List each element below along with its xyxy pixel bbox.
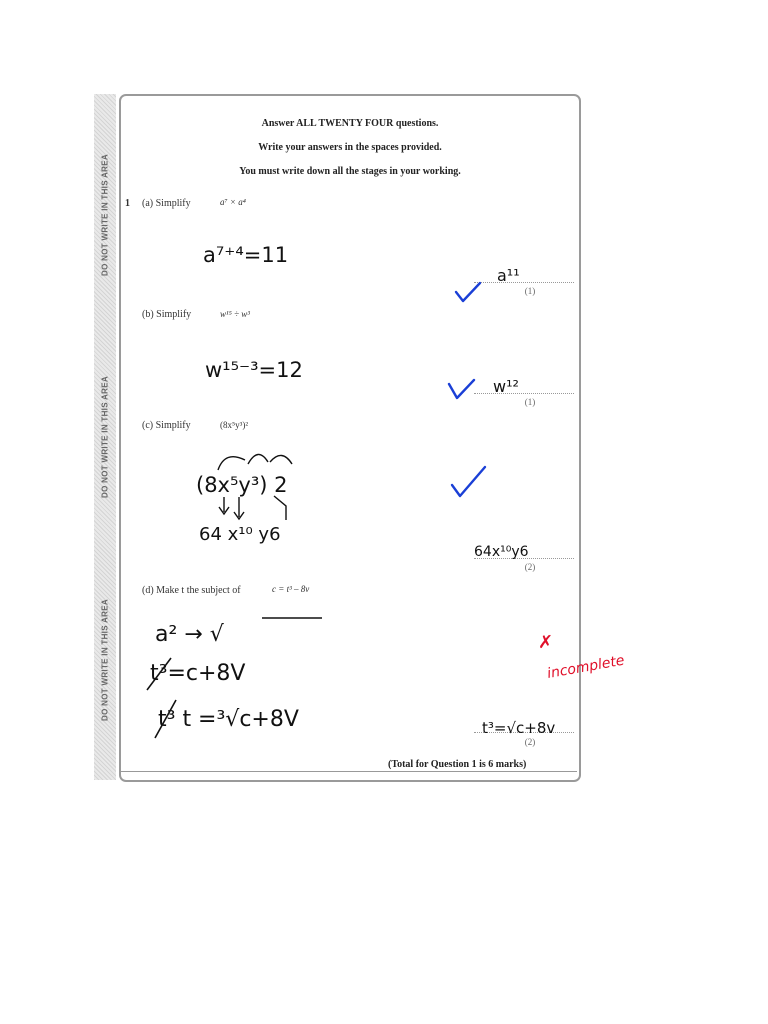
instruction-line-1: Answer ALL TWENTY FOUR questions. bbox=[261, 118, 439, 129]
part-c-marks: (2) bbox=[524, 562, 536, 572]
part-d-marks: (2) bbox=[524, 737, 536, 747]
margin-warning-text: DO NOT WRITE IN THIS AREA bbox=[100, 376, 110, 498]
part-d-label: (d) Make t the subject of bbox=[142, 585, 241, 596]
part-d-working-line-3: t³ t =³√c+8V bbox=[158, 707, 299, 732]
part-d-comment: incomplete bbox=[545, 652, 626, 682]
part-a-working: a⁷⁺⁴=11 bbox=[203, 243, 289, 267]
part-b-working: w¹⁵⁻³=12 bbox=[205, 358, 303, 382]
part-a-marks: (1) bbox=[524, 286, 536, 296]
part-d-working-line-1: a² → √ bbox=[155, 622, 224, 647]
part-d-cross-mark: ✗ bbox=[538, 632, 554, 653]
part-b-marks: (1) bbox=[524, 397, 536, 407]
part-d-expression: c = t³ – 8v bbox=[272, 584, 310, 594]
part-c-tick-icon bbox=[452, 467, 485, 496]
part-a-answer: a¹¹ bbox=[497, 266, 520, 285]
part-b-tick-icon bbox=[449, 380, 474, 398]
part-c-arrows-arcs-icon bbox=[218, 454, 292, 470]
instruction-line-2: Write your answers in the spaces provided. bbox=[258, 142, 442, 153]
part-b-expression: w¹⁵ ÷ w³ bbox=[220, 309, 250, 319]
part-c-expression: (8x⁵y³)² bbox=[220, 420, 249, 430]
question-number: 1 bbox=[125, 198, 130, 209]
part-c-down-arrows-icon bbox=[219, 496, 286, 520]
margin-warning-text: DO NOT WRITE IN THIS AREA bbox=[100, 599, 110, 721]
part-a-expression: a⁷ × a⁴ bbox=[220, 197, 246, 207]
part-a-label: (a) Simplify bbox=[142, 198, 191, 209]
part-d-answer: t³=√c+8v bbox=[482, 719, 556, 737]
part-c-working-line-2: 64 x¹⁰ y6 bbox=[199, 524, 281, 545]
part-d-working-line-2: t³=c+8V bbox=[150, 661, 246, 686]
question-total: (Total for Question 1 is 6 marks) bbox=[388, 759, 527, 770]
part-a-tick-icon bbox=[456, 283, 480, 301]
part-b-label: (b) Simplify bbox=[142, 309, 192, 320]
part-b-answer: w¹² bbox=[493, 377, 519, 396]
margin-warning-text: DO NOT WRITE IN THIS AREA bbox=[100, 154, 110, 276]
instruction-line-3: You must write down all the stages in your working. bbox=[239, 166, 461, 177]
part-c-answer: 64x¹⁰y6 bbox=[474, 544, 529, 560]
part-c-working-line-1: (8x⁵y³) 2 bbox=[196, 473, 288, 497]
part-c-label: (c) Simplify bbox=[142, 420, 191, 431]
